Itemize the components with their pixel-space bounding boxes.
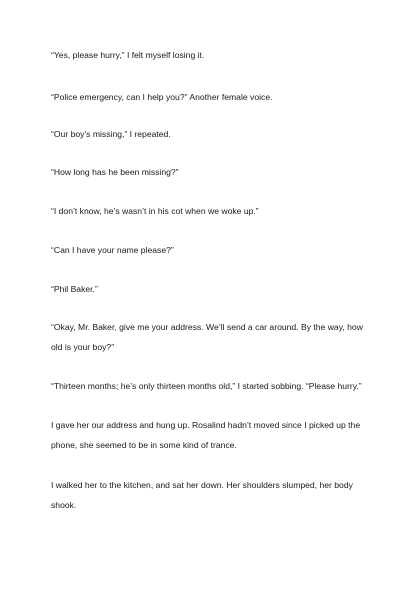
paragraph-4: “How long has he been missing?” [51, 167, 179, 177]
paragraph-8: “Okay, Mr. Baker, give me your address. We’ll send a car around. By the way, how old is your boy?” [51, 322, 363, 352]
paragraph-2: “Police emergency, can I help you?” Another female voice. [51, 92, 273, 102]
paragraph-3: “Our boy’s missing,” I repeated. [51, 129, 171, 139]
paragraph-7: “Phil Baker.” [51, 284, 98, 294]
paragraph-6: “Can I have your name please?” [51, 245, 174, 255]
paragraph-1: “Yes, please hurry,” I felt myself losing it. [51, 50, 205, 60]
paragraph-5: “I don’t know, he’s wasn’t in his cot when we woke up.” [51, 206, 259, 216]
paragraph-11: I walked her to the kitchen, and sat her down. Her shoulders slumped, her body shook. [51, 480, 353, 510]
paragraph-10: I gave her our address and hung up. Rosalind hadn’t moved since I picked up the phone, she seemed to be in some kind of trance. [51, 420, 361, 450]
paragraph-9: “Thirteen months; he’s only thirteen months old,” I started sobbing. “Please hurry.” [51, 381, 362, 391]
